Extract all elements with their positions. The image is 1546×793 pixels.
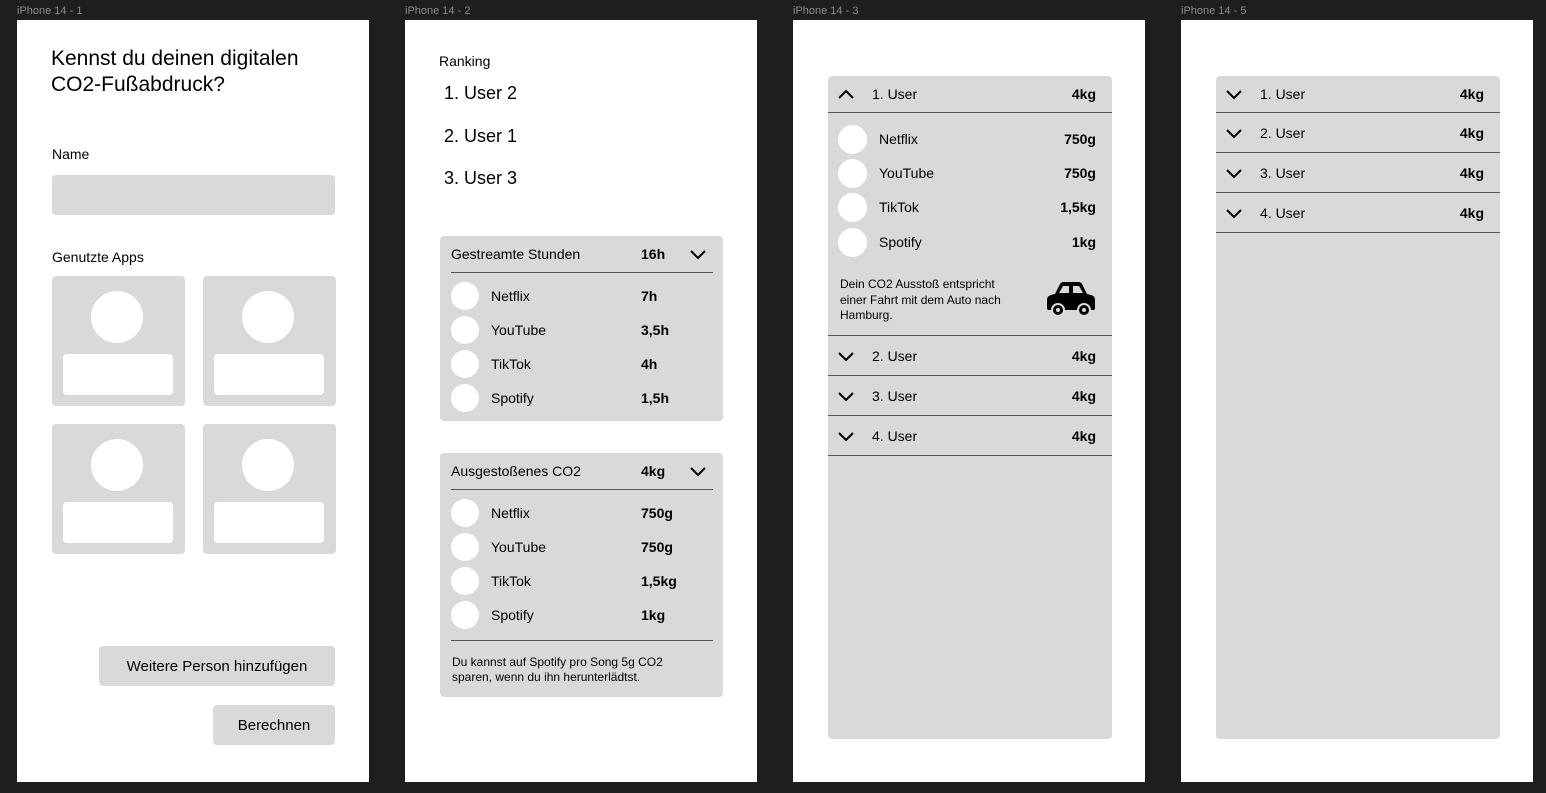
co2-comparison: [840, 277, 1001, 324]
app-icon-placeholder: [91, 291, 143, 343]
screen-users-expanded: [793, 20, 1145, 782]
chevron-down-icon[interactable]: [689, 248, 707, 260]
ranking-item-2: 2. User 1: [444, 126, 518, 146]
list-item: [440, 499, 723, 529]
divider: [828, 455, 1112, 456]
app-value: 750g: [641, 505, 673, 521]
screen-users-collapsed: [1181, 20, 1533, 782]
accordion-header-user-4[interactable]: [1216, 193, 1500, 232]
accordion-header-user-2[interactable]: [1216, 113, 1500, 152]
tiktok-icon: [451, 350, 479, 378]
accordion-header-user-2[interactable]: [828, 336, 1112, 375]
app-icon-placeholder: [242, 439, 294, 491]
app-value: 4h: [641, 356, 658, 372]
app-name: Netflix: [491, 288, 530, 304]
user-value: 4kg: [1459, 86, 1484, 102]
co2-tip-line1: Du kannst auf Spotify pro Song 5g CO2: [452, 655, 663, 669]
app-icon-placeholder: [242, 291, 294, 343]
user-value: 4kg: [1459, 165, 1484, 181]
ranking-item-3: 3. User 3: [444, 168, 518, 188]
co2-card-title: Ausgestoßenes CO2: [451, 463, 581, 479]
hours-card-title: Gestreamte Stunden: [451, 246, 581, 262]
ranking-item-1: 1. User 2: [444, 83, 518, 103]
add-person-button[interactable]: Weitere Person hinzufügen: [99, 646, 335, 686]
app-name: TikTok: [491, 573, 531, 589]
divider: [1216, 232, 1500, 233]
user-label: 2. User: [872, 348, 918, 364]
netflix-icon: [451, 282, 479, 310]
app-value: 1,5kg: [1060, 199, 1096, 215]
chevron-down-icon[interactable]: [1225, 207, 1243, 219]
list-item: [440, 567, 723, 597]
app-tile-3[interactable]: [52, 424, 185, 554]
youtube-icon: [451, 533, 479, 561]
app-value: 1,5h: [641, 390, 670, 406]
co2-card: [440, 453, 723, 697]
list-item: [440, 282, 723, 312]
app-name: TikTok: [879, 199, 919, 215]
accordion-header-user-1[interactable]: [1216, 76, 1500, 113]
co2-comparison-line2: einer Fahrt mit dem Auto nach: [840, 292, 1001, 307]
list-item: [828, 193, 1112, 223]
page-title: [51, 46, 299, 98]
chevron-down-icon[interactable]: [689, 465, 707, 477]
divider: [451, 640, 713, 641]
app-name: Netflix: [491, 505, 530, 521]
app-label-placeholder: [214, 502, 324, 543]
tiktok-icon: [838, 193, 867, 222]
youtube-icon: [838, 159, 867, 188]
accordion-header-user-3[interactable]: [1216, 153, 1500, 192]
chevron-up-icon[interactable]: [837, 88, 855, 100]
user-label: 3. User: [1260, 165, 1306, 181]
spotify-icon: [451, 384, 479, 412]
app-tile-2[interactable]: [203, 276, 336, 406]
apps-label: Genutzte Apps: [52, 249, 144, 265]
screen-results: [405, 20, 757, 782]
app-name: YouTube: [491, 539, 547, 555]
chevron-down-icon[interactable]: [837, 430, 855, 442]
hours-card-total: 16h: [641, 246, 666, 262]
chevron-down-icon[interactable]: [1225, 167, 1243, 179]
app-value: 750g: [1064, 131, 1096, 147]
netflix-icon: [838, 125, 867, 154]
list-item: [828, 125, 1112, 155]
spotify-icon: [838, 228, 867, 257]
accordion-header-user-4[interactable]: [828, 416, 1112, 455]
list-item: [440, 350, 723, 380]
user-value: 4kg: [1071, 428, 1096, 444]
app-name: Spotify: [491, 607, 534, 623]
chevron-down-icon[interactable]: [837, 350, 855, 362]
list-item: [828, 159, 1112, 189]
screen-input: [17, 20, 369, 782]
youtube-icon: [451, 316, 479, 344]
app-name: TikTok: [491, 356, 531, 372]
app-icon-placeholder: [91, 439, 143, 491]
accordion-header-user-1[interactable]: [828, 76, 1112, 113]
user-label: 1. User: [1260, 86, 1306, 102]
co2-card-header[interactable]: [440, 453, 723, 491]
hours-card-header[interactable]: [440, 236, 723, 274]
name-label: Name: [52, 146, 90, 162]
app-value: 1,5kg: [641, 573, 677, 589]
user-label: 1. User: [872, 86, 918, 102]
app-name: YouTube: [491, 322, 547, 338]
co2-tip: [452, 655, 663, 685]
co2-comparison-line1: Dein CO2 Ausstoß entspricht: [840, 277, 995, 291]
frame-label-3: iPhone 14 - 3: [793, 5, 859, 17]
app-tile-4[interactable]: [203, 424, 336, 554]
co2-card-total: 4kg: [641, 463, 666, 479]
user-value: 4kg: [1071, 388, 1096, 404]
app-name: Spotify: [879, 234, 922, 250]
co2-comparison-line3: Hamburg.: [840, 308, 893, 322]
app-value: 1kg: [1071, 234, 1096, 250]
list-item: [440, 601, 723, 631]
app-value: 750g: [1064, 165, 1096, 181]
app-label-placeholder: [63, 502, 173, 543]
user-value: 4kg: [1071, 86, 1096, 102]
ranking-title: Ranking: [439, 53, 491, 69]
spotify-icon: [451, 601, 479, 629]
list-item: [440, 533, 723, 563]
divider: [451, 489, 713, 490]
list-item: [440, 384, 723, 414]
chevron-down-icon[interactable]: [837, 390, 855, 402]
chevron-down-icon[interactable]: [1225, 127, 1243, 139]
users-accordion: [1216, 76, 1500, 739]
user-label: 4. User: [1260, 205, 1306, 221]
accordion-header-user-3[interactable]: [828, 376, 1112, 415]
netflix-icon: [451, 499, 479, 527]
frame-label-2: iPhone 14 - 2: [405, 5, 471, 17]
app-label-placeholder: [214, 354, 324, 395]
app-value: 7h: [641, 288, 658, 304]
users-accordion: [828, 76, 1112, 739]
app-value: 3,5h: [641, 322, 670, 338]
list-item: [440, 316, 723, 346]
app-name: Spotify: [491, 390, 534, 406]
app-value: 750g: [641, 539, 673, 555]
hours-card: [440, 236, 723, 421]
app-name: YouTube: [879, 165, 935, 181]
divider: [451, 272, 713, 273]
app-tile-1[interactable]: [52, 276, 185, 406]
user-value: 4kg: [1071, 348, 1096, 364]
app-label-placeholder: [63, 354, 173, 395]
list-item: [828, 228, 1112, 258]
app-name: Netflix: [879, 131, 918, 147]
car-icon: [1045, 280, 1097, 318]
frame-label-1: iPhone 14 - 1: [17, 5, 83, 17]
calculate-button[interactable]: Berechnen: [213, 705, 335, 745]
co2-tip-line2: sparen, wenn du ihn herunterlädtst.: [452, 670, 641, 684]
chevron-down-icon[interactable]: [1225, 88, 1243, 100]
name-input[interactable]: [52, 175, 335, 215]
tiktok-icon: [451, 567, 479, 595]
user-value: 4kg: [1459, 125, 1484, 141]
page-title-line2: CO2-Fußabdruck?: [51, 73, 225, 96]
user-label: 4. User: [872, 428, 918, 444]
user-value: 4kg: [1459, 205, 1484, 221]
divider: [828, 112, 1112, 113]
frame-label-5: iPhone 14 - 5: [1181, 5, 1247, 17]
page-title-line1: Kennst du deinen digitalen: [51, 47, 299, 70]
app-value: 1kg: [641, 607, 666, 623]
user-label: 3. User: [872, 388, 918, 404]
user-label: 2. User: [1260, 125, 1306, 141]
